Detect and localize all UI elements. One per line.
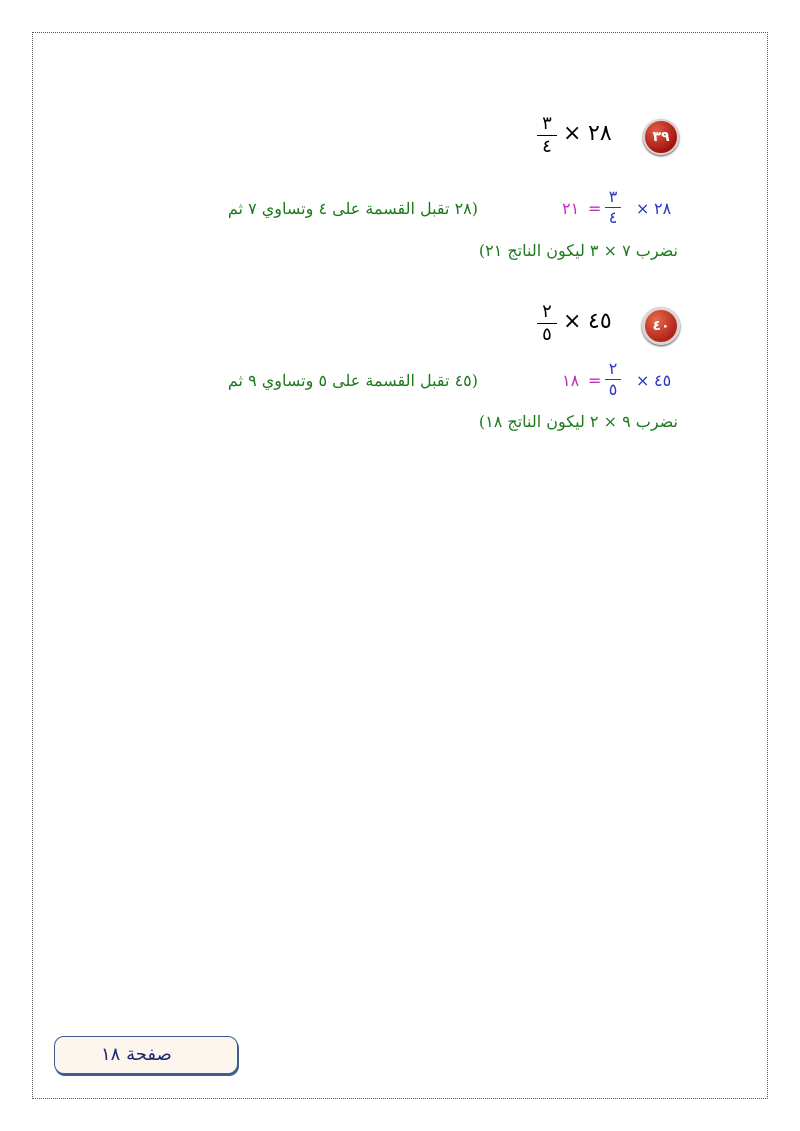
multiply-sign: ×: [563, 309, 582, 334]
problem-number-badge: [643, 119, 679, 155]
solution-whole-number: ٤٥: [654, 371, 672, 390]
explanation-line-1: (٤٥ تقبل القسمة على ٥ وتساوي ٩ ثم: [227, 371, 478, 390]
fraction-denominator: ٤: [608, 208, 618, 227]
multiply-sign: ×: [563, 121, 582, 146]
page-border: [32, 32, 768, 1099]
solution-multiply-sign: ×: [636, 371, 650, 390]
explanation-line-2: نضرب ٩ × ٢ ليكون الناتج ١٨): [478, 412, 678, 431]
problem-number-badge: [642, 307, 680, 345]
equals-sign: =: [588, 371, 602, 390]
problem-number: ٣٩: [652, 129, 670, 145]
fraction-denominator: ٤: [542, 136, 552, 157]
fraction-denominator: ٥: [542, 324, 552, 345]
fraction-denominator: ٥: [608, 380, 618, 399]
explanation-line-1: (٢٨ تقبل القسمة على ٤ وتساوي ٧ ثم: [227, 199, 478, 218]
question-fraction: [537, 303, 557, 344]
fraction-numerator: ٢: [542, 301, 552, 322]
page-number-label: صفحة ١٨: [101, 1044, 172, 1065]
solution-result: ٢١: [562, 199, 580, 218]
question-whole-number: ٢٨: [588, 121, 612, 146]
question-fraction: [537, 115, 557, 156]
solution-fraction: [605, 189, 621, 226]
fraction-numerator: ٣: [608, 187, 618, 206]
solution-fraction: [605, 361, 621, 398]
fraction-numerator: ٣: [542, 113, 552, 134]
solution-result: ١٨: [562, 371, 580, 390]
solution-whole-number: ٢٨: [654, 199, 672, 218]
problem-number: ٤٠: [652, 318, 670, 334]
fraction-numerator: ٢: [608, 359, 618, 378]
explanation-line-2: نضرب ٧ × ٣ ليكون الناتج ٢١): [478, 241, 678, 260]
page-number-box: [54, 1036, 238, 1074]
solution-multiply-sign: ×: [636, 199, 650, 218]
question-whole-number: ٤٥: [588, 309, 612, 334]
equals-sign: =: [588, 199, 602, 218]
